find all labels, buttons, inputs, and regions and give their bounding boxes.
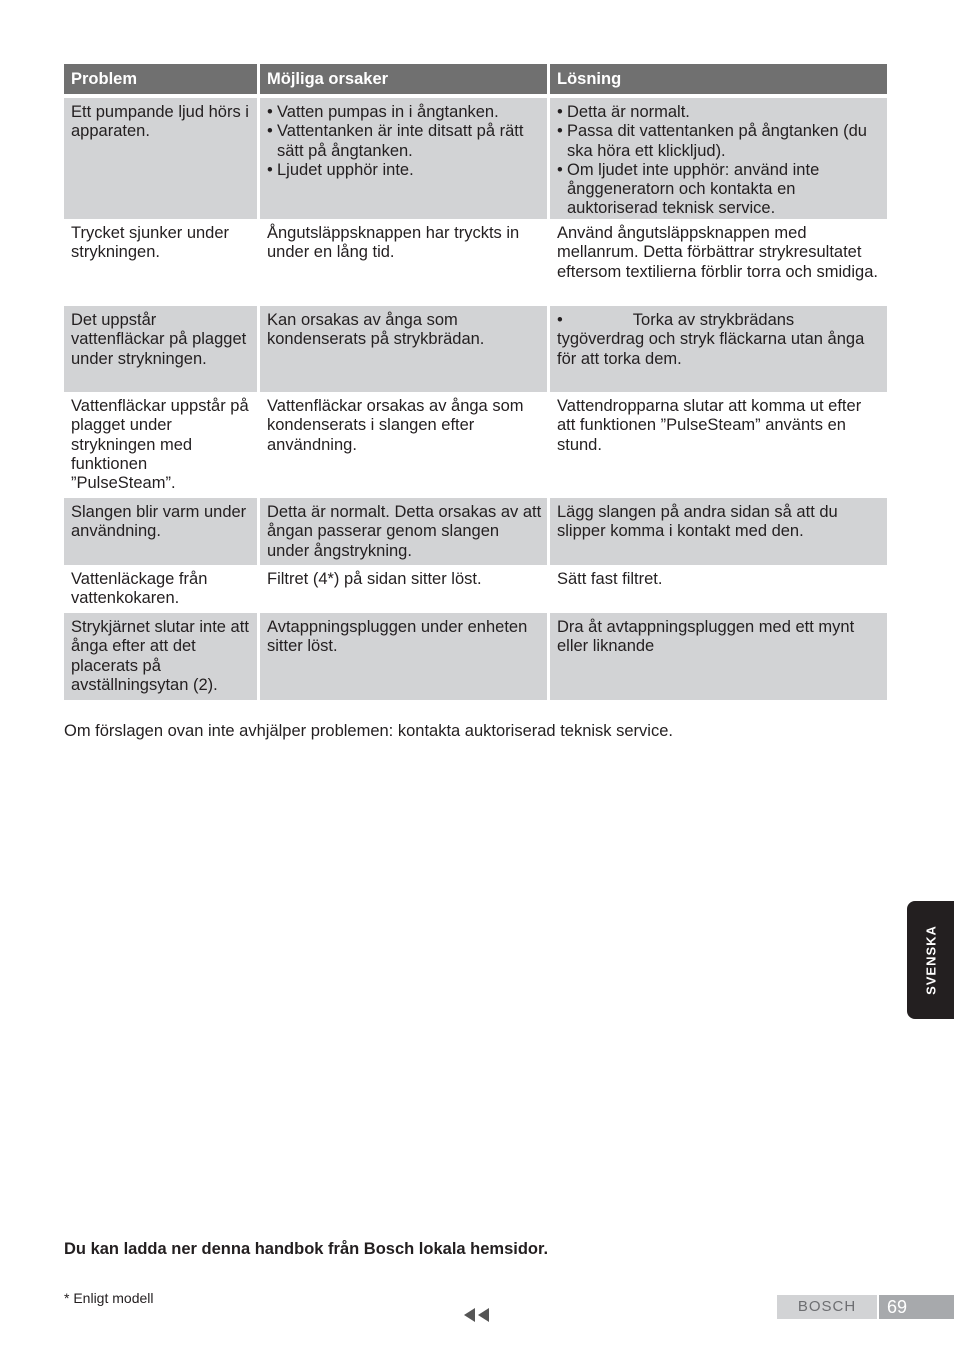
row-7-solution: Dra åt avtappningspluggen med ett mynt eller liknande [550, 613, 887, 700]
bullet-glyph: • [557, 311, 563, 329]
header-problem: Problem [64, 64, 257, 94]
page-number: 69 [879, 1295, 954, 1319]
row-3-problem: Det uppstår vattenfläckar på plagget under strykningen. [64, 306, 257, 392]
row-1-cause-item: • Vatten pumpas in i ångtanken. [267, 103, 543, 122]
language-tab-label: SVENSKA [923, 925, 938, 995]
row-6-problem: Vattenläckage från vattenkokaren. [71, 570, 208, 608]
row-5-cause: Detta är normalt. Detta orsakas av att ångan passerar genom slangen under ångstrykning. [260, 498, 547, 565]
service-note: Om förslagen ovan inte avhjälper problemen: kontakta auktoriserad teknisk service. [64, 722, 673, 740]
row-1-solution-item: • Passa dit vattentanken på ångtanken (du ska höra ett klickljud). [557, 122, 883, 161]
row-6-cause: Filtret (4*) på sidan sitter löst. [267, 570, 482, 588]
brand-label: BOSCH [777, 1295, 877, 1319]
row-1-solutions [550, 98, 887, 219]
row-2-cause: Ångutsläppsknappen har tryckts in under en lång tid. [267, 224, 520, 262]
row-1-cause-item: • Vattentanken är inte ditsatt på rätt sätt på ångtanken. [267, 122, 543, 161]
download-notice: Du kan ladda ner denna handbok från Bosch lokala hemsidor. [64, 1240, 549, 1258]
row-1-solution-item: • Om ljudet inte upphör: använd inte ånggeneratorn och kontakta en auktoriserad teknisk service. [557, 161, 883, 219]
troubleshooting-table [64, 64, 888, 700]
footnote: * Enligt modell [64, 1290, 154, 1306]
row-1-causes [260, 98, 547, 219]
row-7-cause: Avtappningspluggen under enheten sitter löst. [260, 613, 547, 700]
header-causes: Möjliga orsaker [260, 64, 547, 94]
row-1-problem: Ett pumpande ljud hörs i apparaten. [64, 98, 257, 219]
row-5-problem: Slangen blir varm under användning. [64, 498, 257, 565]
row-7-problem: Strykjärnet slutar inte att ånga efter att det placerats på avställningsytan (2). [64, 613, 257, 700]
row-2-problem: Trycket sjunker under strykningen. [71, 224, 230, 262]
header-solution: Lösning [550, 64, 887, 94]
row-3-solution-cell [550, 306, 887, 392]
row-4-problem: Vattenfläckar uppstår på plagget under strykningen med funktionen ”PulseSteam”. [71, 397, 249, 493]
row-3-cause: Kan orsakas av ånga som kondenserats på strykbrädan. [260, 306, 547, 392]
row-1-solution-item: • Detta är normalt. [557, 103, 883, 122]
row-1-cause-item: • Ljudet upphör inte. [267, 161, 543, 180]
language-tab [907, 901, 954, 1019]
row-4-solution: Vattendropparna slutar att komma ut efter att funktionen ”PulseSteam” använts en stund. [557, 397, 862, 454]
row-6-solution: Sätt fast filtret. [557, 570, 663, 588]
row-5-solution: Lägg slangen på andra sidan så att du slipper komma i kontakt med den. [550, 498, 887, 565]
row-3-solution: Torka av strykbrädans tygöverdrag och stryk fläckarna utan ånga för att torka dem. [557, 311, 865, 368]
row-2-solution: Använd ångutsläppsknappen med mellanrum. Detta förbättrar strykresultatet eftersom textilierna förblir torra och smidiga. [557, 224, 878, 281]
previous-page-icon[interactable] [463, 1308, 491, 1324]
row-4-cause: Vattenfläckar orsakas av ånga som kondenserats i slangen efter användning. [267, 397, 524, 454]
